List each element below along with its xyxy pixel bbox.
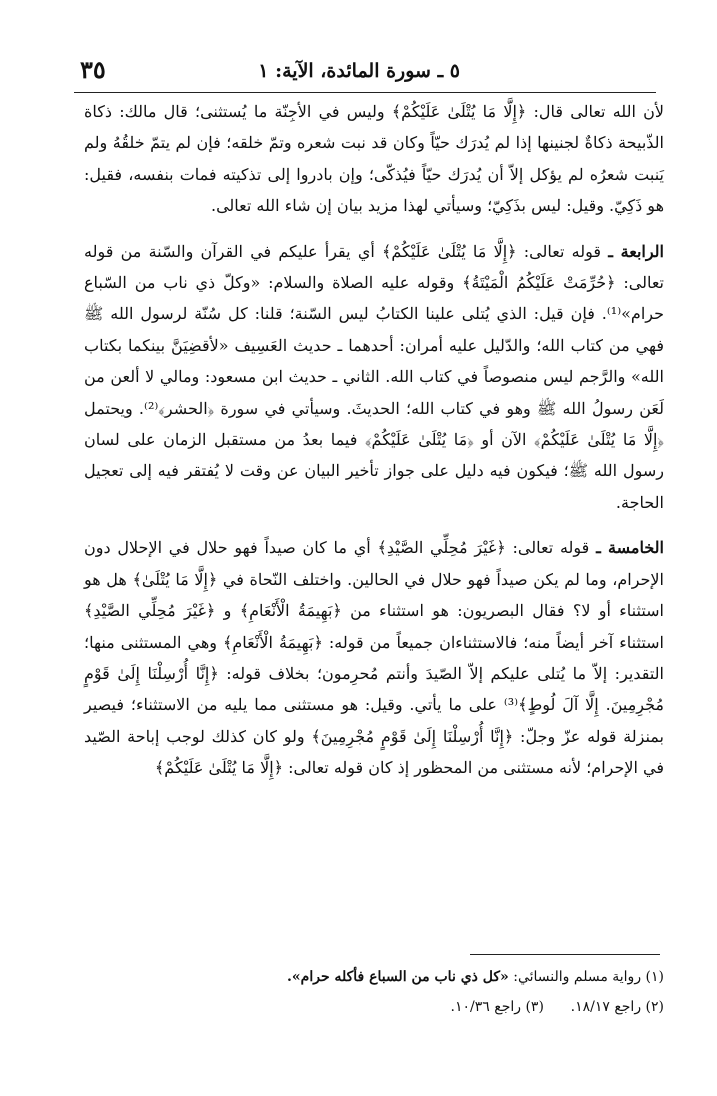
paragraph-3-text: قوله تعالى: ﴿غَيْرَ مُحِلِّي الصَّيْدِ﴾ أي ما كان صيداً فهو حلال في الإحلال دون الإحرام، وما لم يكن صيداً فهو حلال في الحالين. واختلف النّحاة في ﴿إِلَّا مَا يُتْلَىٰ﴾ هل هو استثناء أو لا؟ فقال البصريون: هو استثناء من ﴿بَهِيمَةُ الْأَنْعَامِ﴾ و ﴿غَيْرَ مُحِلِّي الصَّيْدِ﴾ استثناء آخر أيضاً منه؛ فالاستثناءان جميعاً من قوله: ﴿بَهِيمَةُ الْأَنْعَامِ﴾ وهي المستثنى منها؛ التقدير: إلاّ ما يُتلى عليكم إلاّ الصّيدَ وأنتم مُحرِمون؛ بخلاف قوله: ﴿إِنَّا أُرْسِلْنَا إِلَىٰ قَوْمٍ مُجْرِمِينَ. إِلَّا آلَ لُوطٍ﴾⁽³⁾ على ما يأتي. وقيل: هو مستثنى مما يليه من الاستثناء؛ فيصير بمنزلة قوله عزّ وجلّ: ﴿إِنَّا أُرْسِلْنَا إِلَىٰ قَوْمٍ مُجْرِمِينَ﴾ ولو كان كذلك لوجب إباحة الصّيد في الإحرام؛ لأنه مستثنى من المحظور إذ كان قوله تعالى: ﴿إِلَّا مَا يُتْلَىٰ عَلَيْكُمْ﴾: [84, 538, 665, 778]
footnote-2: (٢) راجع ١٨/١٧.: [570, 999, 664, 1015]
footnotes-row-2: [84, 992, 664, 1022]
footnote-3: (٣) راجع ١٠/٣٦.: [450, 999, 544, 1015]
running-title: ٥ ـ سورة المائدة، الآية: ١: [258, 60, 460, 82]
paragraph-2: [84, 236, 664, 519]
footnotes: [84, 962, 664, 1022]
paragraph-1: لأن الله تعالى قال: ﴿إِلَّا مَا يُتْلَىٰ عَلَيْكُمْ﴾ وليس في الأجِنّة ما يُستثنى؛ قال مالك: ذكاة الذّبيحة ذكاةٌ لجنينها إذا لم يُدرَك حيّاً وكان قد نبت شعره وتمّ خلقه؛ فإن لم يتمّ خلقُهُ ولم يَنبت شعرُه لم يؤكل إلاّ أن يُدرَك حيّاً فيُذكّى؛ وإن بادروا إلى تذكيته فمات بنفسه، فقيل: هو ذَكِيّ. وقيل: ليس بذَكِيّ؛ وسيأتي لهذا مزيد بيان إن شاء الله تعالى.: [84, 102, 665, 216]
page-header: [60, 52, 670, 90]
footnote-1-prefix: (١) رواية مسلم والنسائي:: [508, 969, 664, 985]
paragraph-3-heading: الخامسة ـ: [596, 538, 665, 558]
main-text: [84, 96, 664, 784]
paragraph-3: [84, 532, 664, 783]
paragraph-2-text: قوله تعالى: ﴿إِلَّا مَا يُتْلَىٰ عَلَيْكُمْ﴾ أي يقرأ عليكم في القرآن والسّنة من قوله تعالى: ﴿حُرِّمَتْ عَلَيْكُمُ الْمَيْتَةُ﴾ وقوله عليه الصلاة والسلام: «وكلّ ذي ناب من السّباع حرام»⁽¹⁾. فإن قيل: الذي يُتلى علينا الكتابُ ليس السّنة؛ قلنا: كل سُنّة لرسول الله ﷺ فهي من كتاب الله؛ والدّليل عليه أمران: أحدهما ـ حديث العَسِيف «لأقضِيَنَّ بينكما بكتاب الله» والرَّجم ليس منصوصاً في كتاب الله. الثاني ـ حديث ابن مسعود: ومالي لا ألعن من لَعَن رسولُ الله ﷺ وهو في كتاب الله؛ الحديثَ. وسيأتي في سورة ﴿الحشر﴾⁽²⁾. ويحتمل ﴿إِلَّا مَا يُتْلَىٰ عَلَيْكُمْ﴾ الآن أو ﴿مَا يُتْلَىٰ عَلَيْكُمْ﴾ فيما بعدُ من مستقبل الزمان على لسان رسول الله ﷺ؛ فيكون فيه دليل على جواز تأخير البيان عن وقت لا يُفتقر فيه إلى تعجيل الحاجة.: [84, 241, 665, 512]
footnote-rule: [470, 954, 660, 955]
footnote-1-quote: «كل ذي ناب من السباع فأكله حرام».: [287, 969, 509, 985]
footnote-1: [84, 962, 664, 992]
paragraph-2-heading: الرابعة ـ: [608, 241, 664, 261]
page-number: ٣٥: [80, 55, 106, 84]
header-rule: [74, 92, 656, 93]
